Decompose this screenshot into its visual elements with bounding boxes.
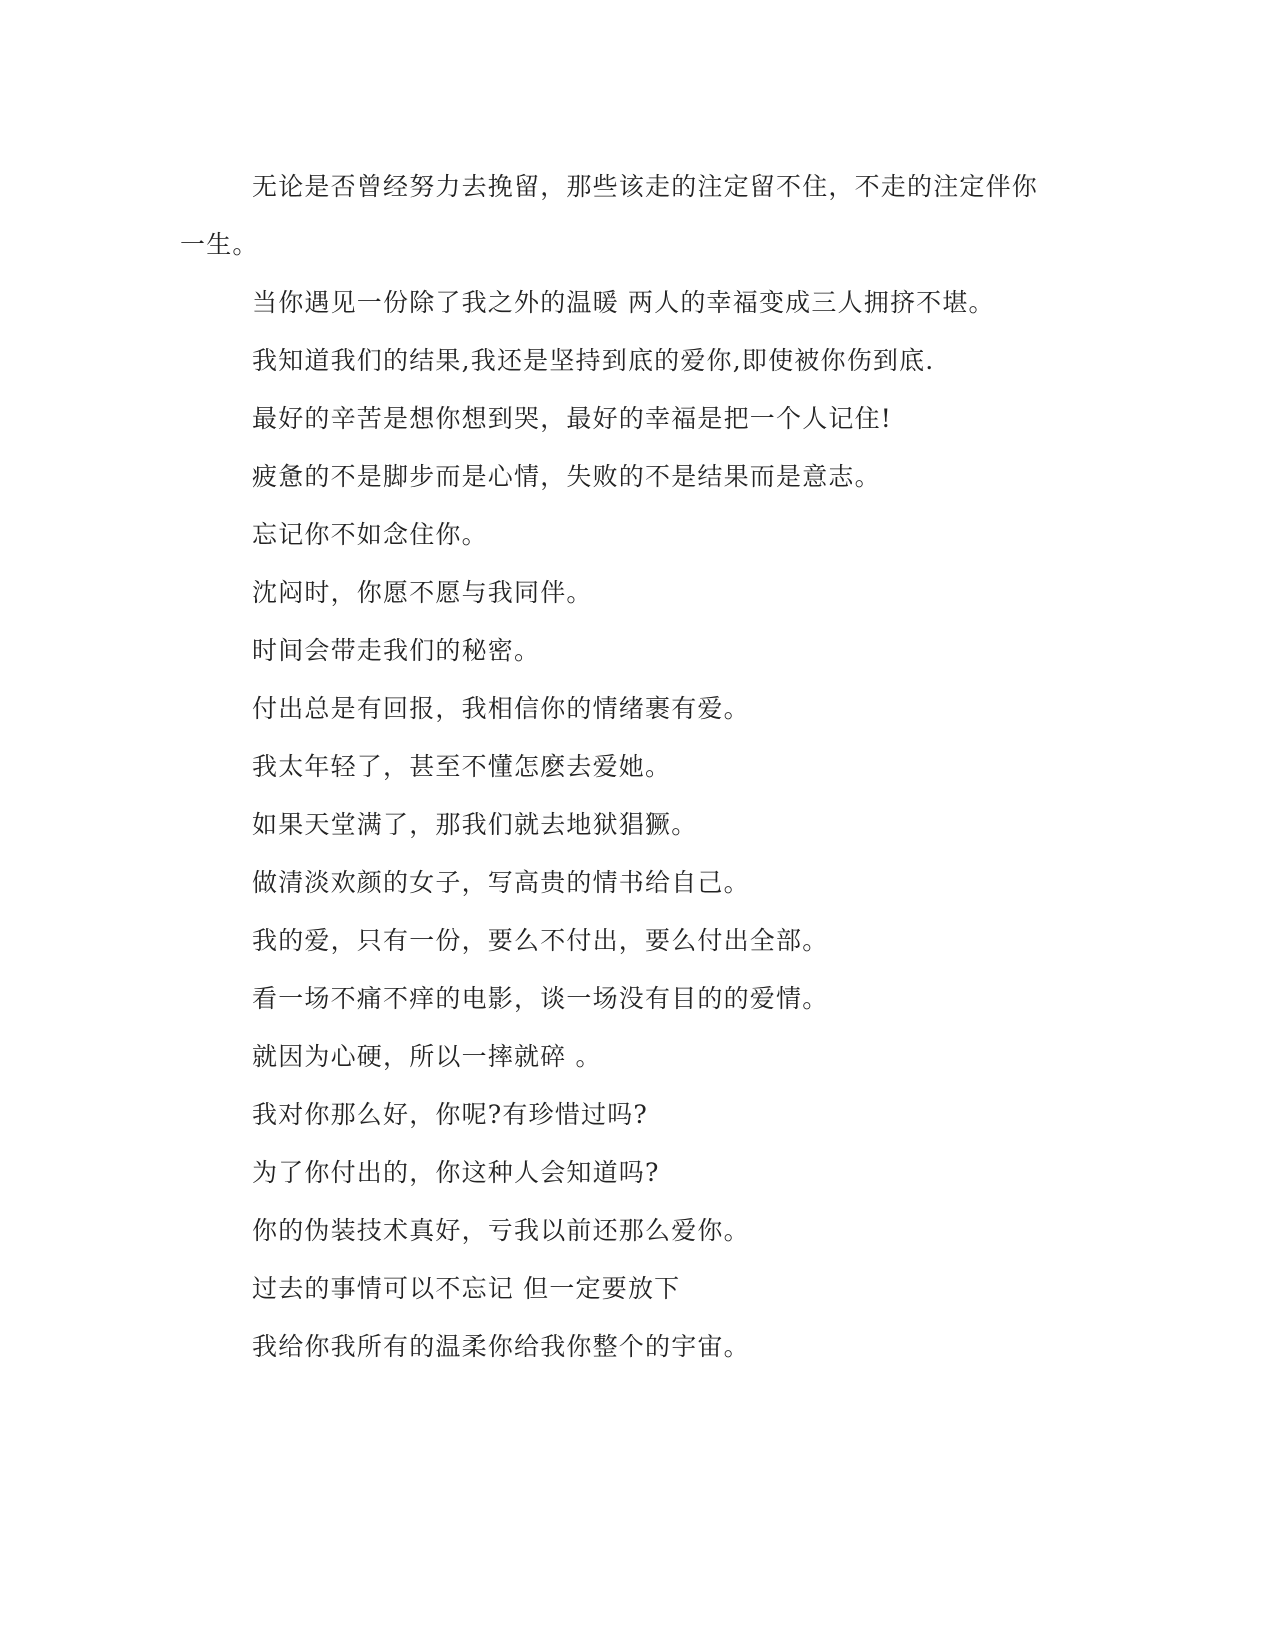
paragraph: 时间会带走我们的秘密。: [252, 636, 541, 665]
paragraph: 做清淡欢颜的女子，写高贵的情书给自己。: [252, 868, 750, 897]
paragraph: 我的爱，只有一份，要么不付出，要么付出全部。: [252, 926, 829, 955]
paragraph: 看一场不痛不痒的电影，谈一场没有目的的爱情。: [252, 984, 829, 1013]
paragraph: 我太年轻了，甚至不懂怎麽去爱她。: [252, 752, 672, 781]
paragraph: 我知道我们的结果,我还是坚持到底的爱你,即使被你伤到底.: [252, 346, 935, 375]
paragraph: 最好的辛苦是想你想到哭，最好的幸福是把一个人记住!: [252, 404, 893, 433]
paragraph: 你的伪装技术真好，亏我以前还那么爱你。: [252, 1216, 750, 1245]
paragraph: 无论是否曾经努力去挽留，那些该走的注定留不住，不走的注定伴你一生。: [180, 172, 1039, 259]
paragraph: 忘记你不如念住你。: [252, 520, 488, 549]
paragraph: 我给你我所有的温柔你给我你整个的宇宙。: [252, 1332, 750, 1361]
paragraph: 沈闷时，你愿不愿与我同伴。: [252, 578, 593, 607]
paragraph: 如果天堂满了，那我们就去地狱猖獗。: [252, 810, 698, 839]
paragraph: 疲惫的不是脚步而是心情，失败的不是结果而是意志。: [252, 462, 881, 491]
paragraph: 付出总是有回报，我相信你的情绪裹有爱。: [252, 694, 750, 723]
paragraph: 过去的事情可以不忘记 但一定要放下: [252, 1274, 681, 1303]
paragraph: 我对你那么好，你呢?有珍惜过吗?: [252, 1100, 649, 1129]
paragraph: 当你遇见一份除了我之外的温暖 两人的幸福变成三人拥挤不堪。: [252, 288, 995, 317]
paragraph: 为了你付出的，你这种人会知道吗?: [252, 1158, 660, 1187]
document-body: [180, 158, 1040, 1376]
paragraph: 就因为心硬，所以一摔就碎 。: [252, 1042, 602, 1071]
